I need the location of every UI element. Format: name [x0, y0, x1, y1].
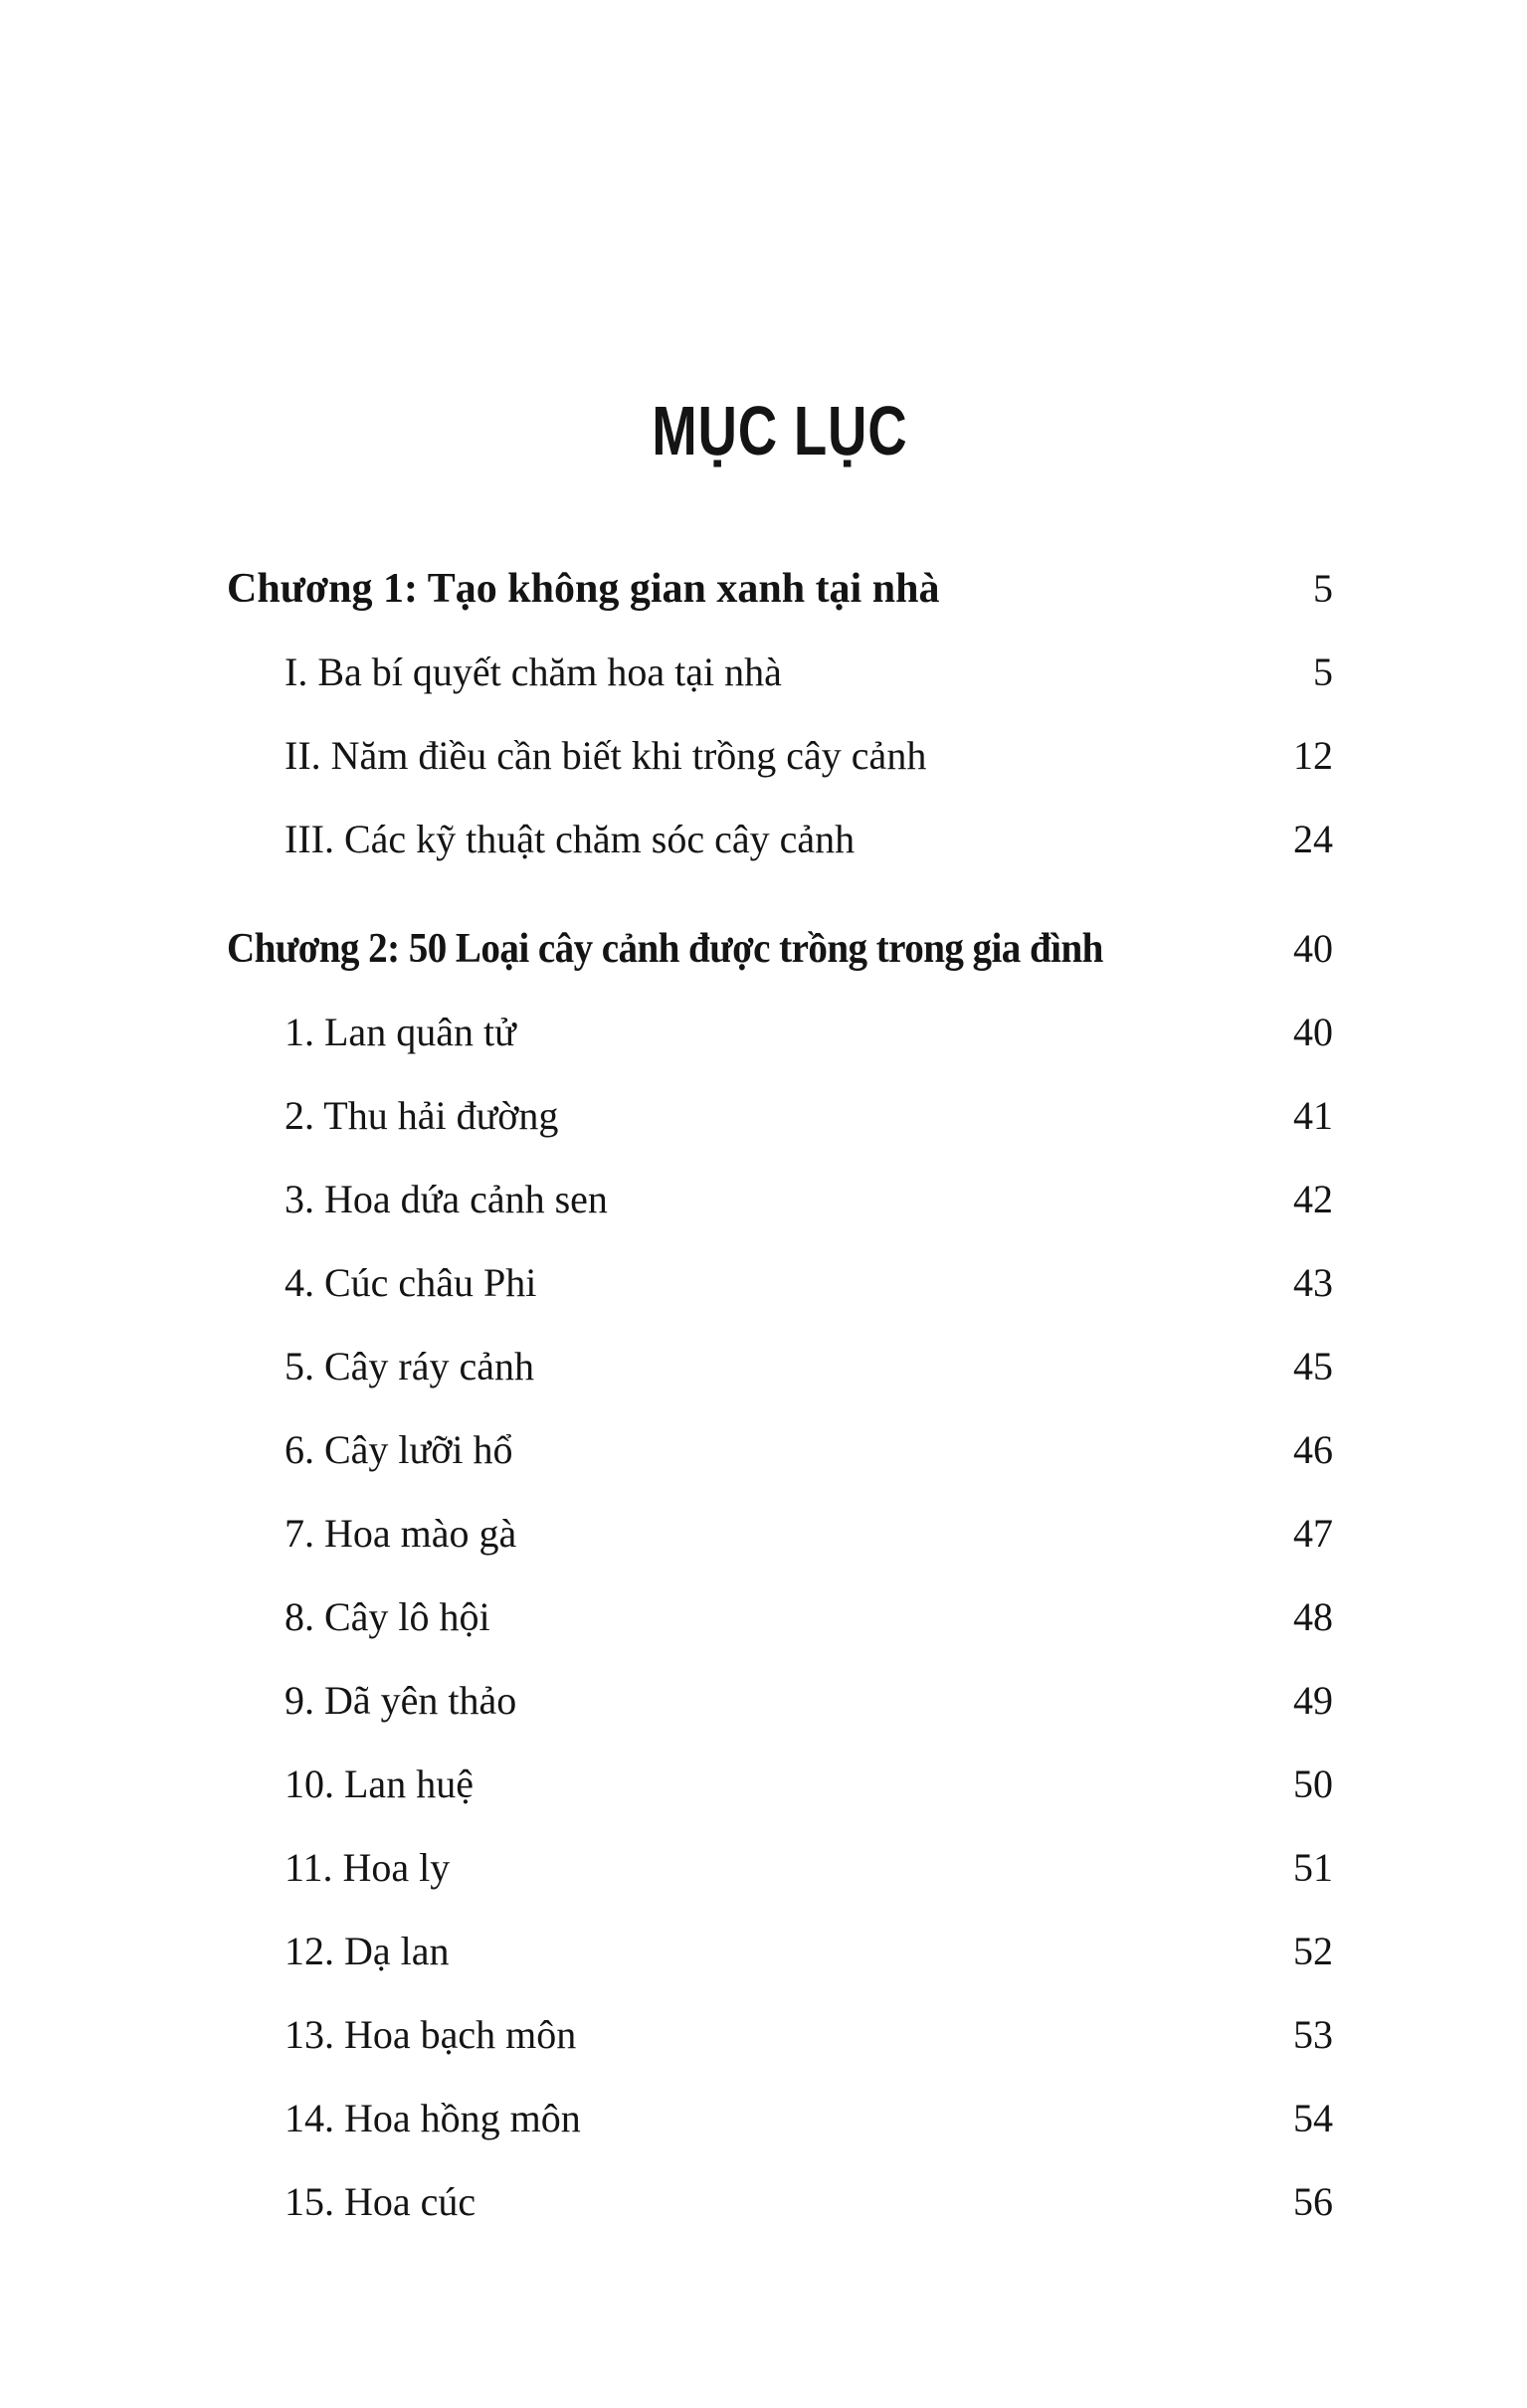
- toc-row: [227, 798, 1333, 881]
- toc-row: [227, 991, 1333, 1074]
- toc-entry-label: 10. Lan huệ: [285, 1761, 474, 1806]
- toc-row: [227, 1492, 1333, 1575]
- toc-page-number: 42: [1293, 1177, 1333, 1221]
- toc-entry-label: 15. Hoa cúc: [285, 2179, 477, 2224]
- toc-page-number: 40: [1293, 926, 1333, 971]
- toc-entry-label: Chương 1: Tạo không gian xanh tại nhà: [227, 566, 940, 612]
- toc-entry-label: 6. Cây lưỡi hổ: [285, 1427, 513, 1472]
- toc-entry-label: Chương 2: 50 Loại cây cảnh được trồng trong gia đình: [227, 926, 1103, 972]
- toc-row: [227, 631, 1333, 714]
- toc-page-number: 24: [1293, 817, 1333, 861]
- toc-row: [227, 714, 1333, 798]
- toc-entry-label: 7. Hoa mào gà: [285, 1511, 517, 1556]
- toc-page-number: 52: [1293, 1929, 1333, 1973]
- toc-row-chapter-2: [227, 907, 1333, 991]
- toc-row: [227, 1910, 1333, 1993]
- toc-entry-label: 11. Hoa ly: [285, 1845, 451, 1890]
- toc-page-number: 40: [1293, 1010, 1333, 1054]
- toc-page-number: 50: [1293, 1761, 1333, 1806]
- toc-row: [227, 1826, 1333, 1910]
- toc-entry-label: 13. Hoa bạch môn: [285, 2012, 577, 2057]
- toc-page-number: 49: [1293, 1678, 1333, 1723]
- toc-page-number: 47: [1293, 1511, 1333, 1556]
- toc-page-number: 12: [1293, 733, 1333, 778]
- toc-row: [227, 2077, 1333, 2160]
- toc-row: [227, 1158, 1333, 1241]
- toc-entry-label: 8. Cây lô hội: [285, 1594, 490, 1639]
- toc-row: [227, 1241, 1333, 1325]
- toc-entry-label: 2. Thu hải đường: [285, 1093, 559, 1138]
- toc-row: [227, 1325, 1333, 1408]
- toc-page-number: 5: [1313, 566, 1333, 611]
- toc-page-number: 53: [1293, 2012, 1333, 2057]
- toc-page-number: 48: [1293, 1594, 1333, 1639]
- toc-entry-label: III. Các kỹ thuật chăm sóc cây cảnh: [285, 817, 856, 861]
- toc-row: [227, 1743, 1333, 1826]
- toc-entry-label: 9. Dã yên thảo: [285, 1678, 517, 1723]
- toc-row: [227, 1408, 1333, 1492]
- toc-entry-label: 1. Lan quân tử: [285, 1010, 516, 1054]
- toc-page-number: 51: [1293, 1845, 1333, 1890]
- toc-entry-label: 4. Cúc châu Phi: [285, 1260, 537, 1305]
- toc-entry-label: 12. Dạ lan: [285, 1929, 450, 1973]
- toc-row-chapter-1: [227, 547, 1333, 631]
- toc-page-number: 56: [1293, 2179, 1333, 2224]
- toc-row: [227, 1575, 1333, 1659]
- toc-entry-label: 5. Cây ráy cảnh: [285, 1344, 535, 1389]
- toc-entry-label: 14. Hoa hồng môn: [285, 2096, 581, 2140]
- toc-entry-label: 3. Hoa dứa cảnh sen: [285, 1177, 608, 1221]
- toc-row: [227, 1074, 1333, 1158]
- toc-row: [227, 1993, 1333, 2077]
- toc-row: [227, 1659, 1333, 1743]
- toc-row: [227, 2160, 1333, 2244]
- toc-page-number: 45: [1293, 1344, 1333, 1389]
- toc-content: [227, 0, 1333, 2244]
- toc-page-number: 43: [1293, 1260, 1333, 1305]
- toc-list: [227, 547, 1333, 2244]
- toc-page-number: 54: [1293, 2096, 1333, 2140]
- toc-entry-label: II. Năm điều cần biết khi trồng cây cảnh: [285, 733, 927, 778]
- page-title-wrap: [227, 386, 1333, 475]
- page-title: MỤC LỤC: [652, 392, 908, 469]
- toc-entry-label: I. Ba bí quyết chăm hoa tại nhà: [285, 649, 782, 694]
- toc-page-number: 46: [1293, 1427, 1333, 1472]
- toc-page-number: 5: [1313, 649, 1333, 694]
- toc-page-number: 41: [1293, 1093, 1333, 1138]
